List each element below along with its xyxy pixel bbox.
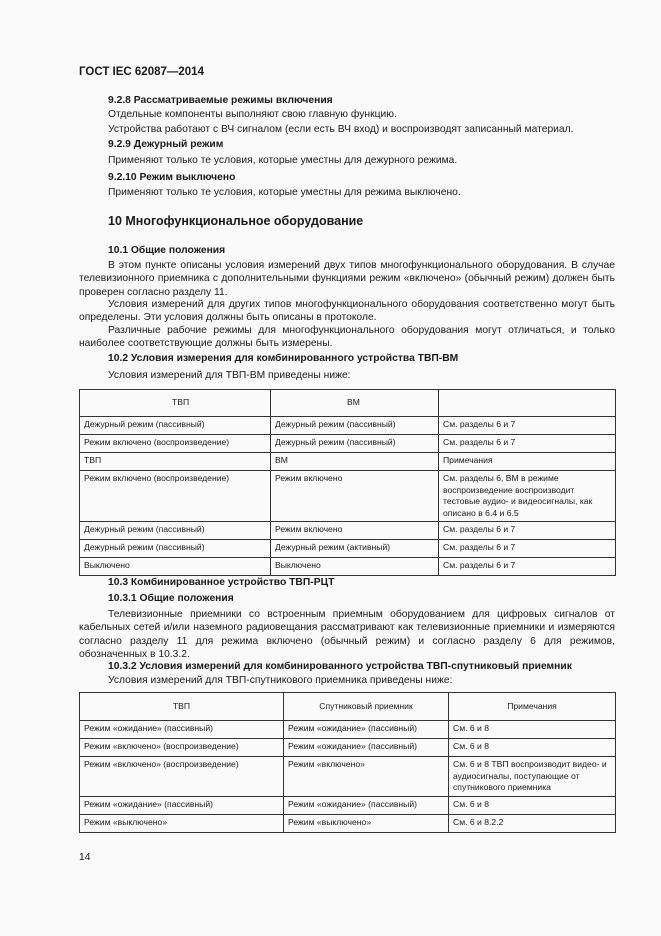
section-9-2-8-title: 9.2.8 Рассматриваемые режимы включения bbox=[108, 95, 333, 106]
table-cell: См. 6 и 8 bbox=[449, 721, 616, 739]
table-cell: См. разделы 6 и 7 bbox=[439, 435, 616, 453]
section-10-3-1-title: 10.3.1 Общие положения bbox=[108, 593, 234, 604]
section-9-2-9-title: 9.2.9 Дежурный режим bbox=[108, 139, 224, 150]
table-cell: Дежурный режим (пассивный) bbox=[271, 435, 439, 453]
table-cell: См. 6 и 8 ТВП воспроизводит видео- и аудиосигналы, поступающие от спутникового приемника bbox=[449, 757, 616, 797]
table-cell: Дежурный режим (пассивный) bbox=[80, 540, 271, 558]
section-10-3-2-intro: Условия измерений для ТВП-спутникового приемника приведены ниже: bbox=[108, 675, 453, 686]
section-10-1-paragraph-3: Различные рабочие режимы для многофункционального оборудования могут отличаться, и только наиболее соответствующие должны быть измерены. bbox=[79, 325, 615, 350]
table-row bbox=[80, 540, 616, 558]
table-cell: Дежурный режим (пассивный) bbox=[271, 417, 439, 435]
section-9-2-10-title: 9.2.10 Режим выключено bbox=[108, 172, 236, 183]
table-header-cell: ВМ bbox=[271, 390, 439, 417]
table-cell: См. 6 и 8 bbox=[449, 796, 616, 814]
table-cell: Выключено bbox=[271, 558, 439, 576]
table-cell: Режим «включено» (воспроизведение) bbox=[80, 757, 284, 797]
table-header-cell: ТВП bbox=[80, 390, 271, 417]
table-cell: Дежурный режим (активный) bbox=[271, 540, 439, 558]
table-cell: Дежурный режим (пассивный) bbox=[80, 417, 271, 435]
table-cell: См. разделы 6 и 7 bbox=[439, 522, 616, 540]
table-row bbox=[80, 558, 616, 576]
table-cell: ТВП bbox=[80, 453, 271, 471]
table-cell: Режим «ожидание» (пассивный) bbox=[80, 796, 284, 814]
section-10-title: 10 Многофункциональное оборудование bbox=[108, 214, 364, 228]
section-9-2-8-line-1: Отдельные компоненты выполняют свою главную функцию. bbox=[108, 109, 397, 120]
section-10-3-title: 10.3 Комбинированное устройство ТВП-РЦТ bbox=[108, 577, 335, 588]
table-row bbox=[80, 435, 616, 453]
table-header-cell: Примечания bbox=[449, 693, 616, 721]
section-10-3-1-paragraph: Телевизионные приемники со встроенным приемным оборудованием для цифровых сигналов от кабельных сетей и/или наземного радиовещания рассматривают как телевизионные приемники и измеряются согласно разделу 11 для режима включено (обычный режим) и согласно разделу 6 для режимов, обозначенных в 10.3.2. bbox=[79, 609, 615, 661]
table-cell: См. 6 и 8.2.2 bbox=[449, 814, 616, 832]
table-cell: Выключено bbox=[80, 558, 271, 576]
table-header-row bbox=[80, 390, 616, 417]
table-cell: Режим «включено» bbox=[284, 757, 449, 797]
section-10-1-paragraph-1: В этом пункте описаны условия измерений двух типов многофункционального оборудования. В случае телевизионного приемника с дополнительными функциями режим «включено» (обычный режим) должен быть проверен согласно разделу 11. bbox=[79, 260, 615, 298]
table-row bbox=[80, 417, 616, 435]
table-tvp-vm bbox=[79, 389, 616, 576]
table-cell: ВМ bbox=[271, 453, 439, 471]
section-9-2-10-line: Применяют только те условия, которые уместны для режима выключено. bbox=[108, 187, 461, 198]
table-cell: См. 6 и 8 bbox=[449, 739, 616, 757]
table-cell: Режим включено bbox=[271, 522, 439, 540]
table-cell: Режим включено bbox=[271, 471, 439, 522]
standard-header: ГОСТ IEC 62087—2014 bbox=[79, 66, 204, 78]
table-cell: Режим включено (воспроизведение) bbox=[80, 435, 271, 453]
section-9-2-8-line-2: Устройства работают с ВЧ сигналом (если есть ВЧ вход) и воспроизводят записанный материал. bbox=[108, 124, 574, 135]
table-header-cell bbox=[439, 390, 616, 417]
page-number: 14 bbox=[79, 852, 91, 863]
table-cell: Режим «ожидание» (пассивный) bbox=[284, 796, 449, 814]
section-10-2-intro: Условия измерений для ТВП-ВМ приведены ниже: bbox=[108, 370, 351, 381]
table-cell: См. разделы 6 и 7 bbox=[439, 540, 616, 558]
table-header-cell: ТВП bbox=[80, 693, 284, 721]
table-cell: Режим «ожидание» (пассивный) bbox=[284, 721, 449, 739]
section-10-1-paragraph-2: Условия измерений для других типов многофункционального оборудования соответственно могут быть определены. Эти условия должны быть описаны в протоколе. bbox=[79, 299, 615, 324]
table-row bbox=[80, 471, 616, 522]
table-cell: Режим «ожидание» (пассивный) bbox=[80, 721, 284, 739]
table-cell: Режим включено (воспроизведение) bbox=[80, 471, 271, 522]
table-tvp-satellite bbox=[79, 692, 616, 833]
table-cell: См. разделы 6, ВМ в режиме воспроизведение воспроизводит тестовые аудио- и видеосигналы, как описано в 6.4 и 6.5 bbox=[439, 471, 616, 522]
table-cell: Примечания bbox=[439, 453, 616, 471]
section-10-2-title: 10.2 Условия измерения для комбинированного устройства ТВП-ВМ bbox=[108, 353, 459, 364]
table-header-cell: Спутниковый приемник bbox=[284, 693, 449, 721]
section-10-3-2-title: 10.3.2 Условия измерений для комбинированного устройства ТВП-спутниковый приемник bbox=[108, 661, 572, 672]
table-cell: См. разделы 6 и 7 bbox=[439, 417, 616, 435]
table-row bbox=[80, 796, 616, 814]
table-cell: Режим «выключено» bbox=[284, 814, 449, 832]
table-cell: Режим «выключено» bbox=[80, 814, 284, 832]
table-row bbox=[80, 757, 616, 797]
table-row bbox=[80, 739, 616, 757]
table-cell: Режим «ожидание» (пассивный) bbox=[284, 739, 449, 757]
section-9-2-9-line: Применяют только те условия, которые уместны для дежурного режима. bbox=[108, 155, 458, 166]
table-cell: Дежурный режим (пассивный) bbox=[80, 522, 271, 540]
table-row bbox=[80, 814, 616, 832]
table-cell: См. разделы 6 и 7 bbox=[439, 558, 616, 576]
table-row bbox=[80, 721, 616, 739]
table-row bbox=[80, 522, 616, 540]
section-10-1-title: 10.1 Общие положения bbox=[108, 245, 226, 256]
table-header-row bbox=[80, 693, 616, 721]
table-cell: Режим «включено» (воспроизведение) bbox=[80, 739, 284, 757]
table-row bbox=[80, 453, 616, 471]
